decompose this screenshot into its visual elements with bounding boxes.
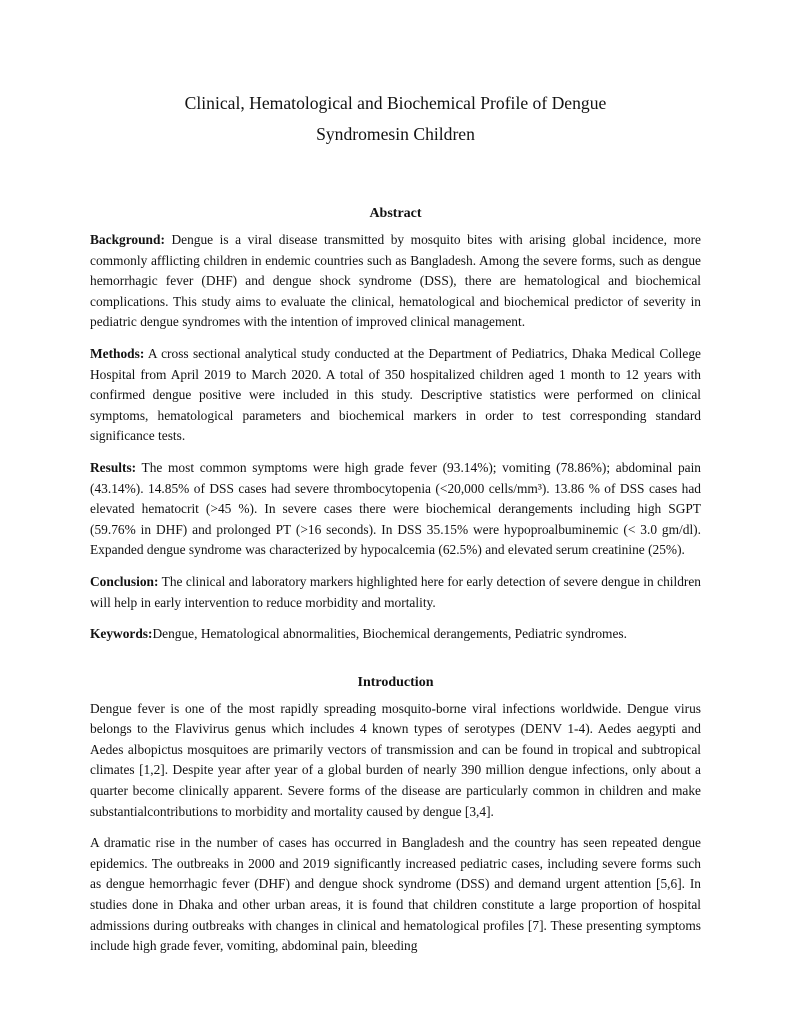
methods-label: Methods: <box>90 345 145 361</box>
conclusion-label: Conclusion: <box>90 573 159 589</box>
conclusion-text: The clinical and laboratory markers highlighted here for early detection of severe dengue in children will help in early intervention to reduce morbidity and mortality. <box>90 573 701 610</box>
background-text: Dengue is a viral disease transmitted by mosquito bites with arising global incidence, more commonly afflicting children in endemic countries such as Bangladesh. Among the severe forms, such as dengue hemorrhagic fever (DHF) and dengue shock syndrome (DSS), there are hematological and biochemical complications. This study aims to evaluate the clinical, hematological and biochemical predictor of severity in pediatric dengue syndromes with the intention of improved clinical management. <box>90 232 701 330</box>
introduction-paragraph-2: A dramatic rise in the number of cases has occurred in Bangladesh and the country has seen repeated dengue epidemics. The outbreaks in 2000 and 2019 significantly increased pediatric cases, including severe forms such as dengue hemorrhagic fever (DHF) and dengue shock syndrome (DSS) and demand urgent attention [5,6]. In studies done in Dhaka and other urban areas, it is found that children constitute a large proportion of hospital admissions during outbreaks with changes in clinical and hematological profiles [7]. These presenting symptoms include high grade fever, vomiting, abdominal pain, bleeding <box>90 835 701 954</box>
abstract-section <box>90 204 701 645</box>
introduction-heading: Introduction <box>357 674 434 690</box>
abstract-paragraph-conclusion <box>90 572 701 613</box>
introduction-paragraph-1: Dengue fever is one of the most rapidly spreading mosquito-borne viral infections worldwide. Dengue virus belongs to the Flavivirus genus which includes 4 known types of serotypes (DENV 1-4). Aedes aegypti and Aedes albopictus mosquitoes are primarily vectors of transmission and can be found in tropical and subtropical climates [1,2]. Despite year after year of a global burden of nearly 390 million dengue infections, only about a quarter become clinically apparent. Severe forms of the disease are particularly common in children and make substantialcontributions to morbidity and mortality caused by dengue [3,4]. <box>90 700 701 819</box>
keywords-text: Dengue, Hematological abnormalities, Biochemical derangements, Pediatric syndromes. <box>152 626 627 642</box>
methods-text: A cross sectional analytical study conducted at the Department of Pediatrics, Dhaka Medical College Hospital from April 2019 to March 2020. A total of 350 hospitalized children aged 1 month to 12 years with confirmed dengue positive were included in this study. Descriptive statistics were performed on clinical symptoms, hematological parameters and biochemical markers in order to test corresponding standard significance tests. <box>90 345 701 444</box>
abstract-paragraph-background <box>90 230 701 333</box>
introduction-section <box>90 673 701 957</box>
results-text: The most common symptoms were high grade fever (93.14%); vomiting (78.86%); abdominal pain (43.14%). 14.85% of DSS cases had severe thrombocytopenia (<20,000 cells/mm³). 13.86 % of DSS cases had elevated hematocrit (>45 %). In severe cases there were biochemical derangements including high SGPT (59.76% in DHF) and prolonged PT (>16 seconds). In DSS 35.15% were hypoproalbuminemic (< 3.0 gm/dl). Expanded dengue syndrome was characterized by hypocalcemia (62.5%) and elevated serum creatinine (25%). <box>90 459 701 558</box>
abstract-paragraph-results <box>90 458 701 561</box>
paper-title-line1: Clinical, Hematological and Biochemical Profile of Dengue <box>184 93 607 113</box>
paper-title-line2: Syndromesin Children <box>316 124 475 144</box>
background-label: Background: <box>90 232 165 247</box>
abstract-heading: Abstract <box>369 206 422 221</box>
keywords-label: Keywords: <box>90 626 153 642</box>
abstract-paragraph-keywords <box>90 624 701 645</box>
paper-title <box>90 88 701 150</box>
results-label: Results: <box>90 459 137 475</box>
abstract-paragraph-methods <box>90 344 701 447</box>
